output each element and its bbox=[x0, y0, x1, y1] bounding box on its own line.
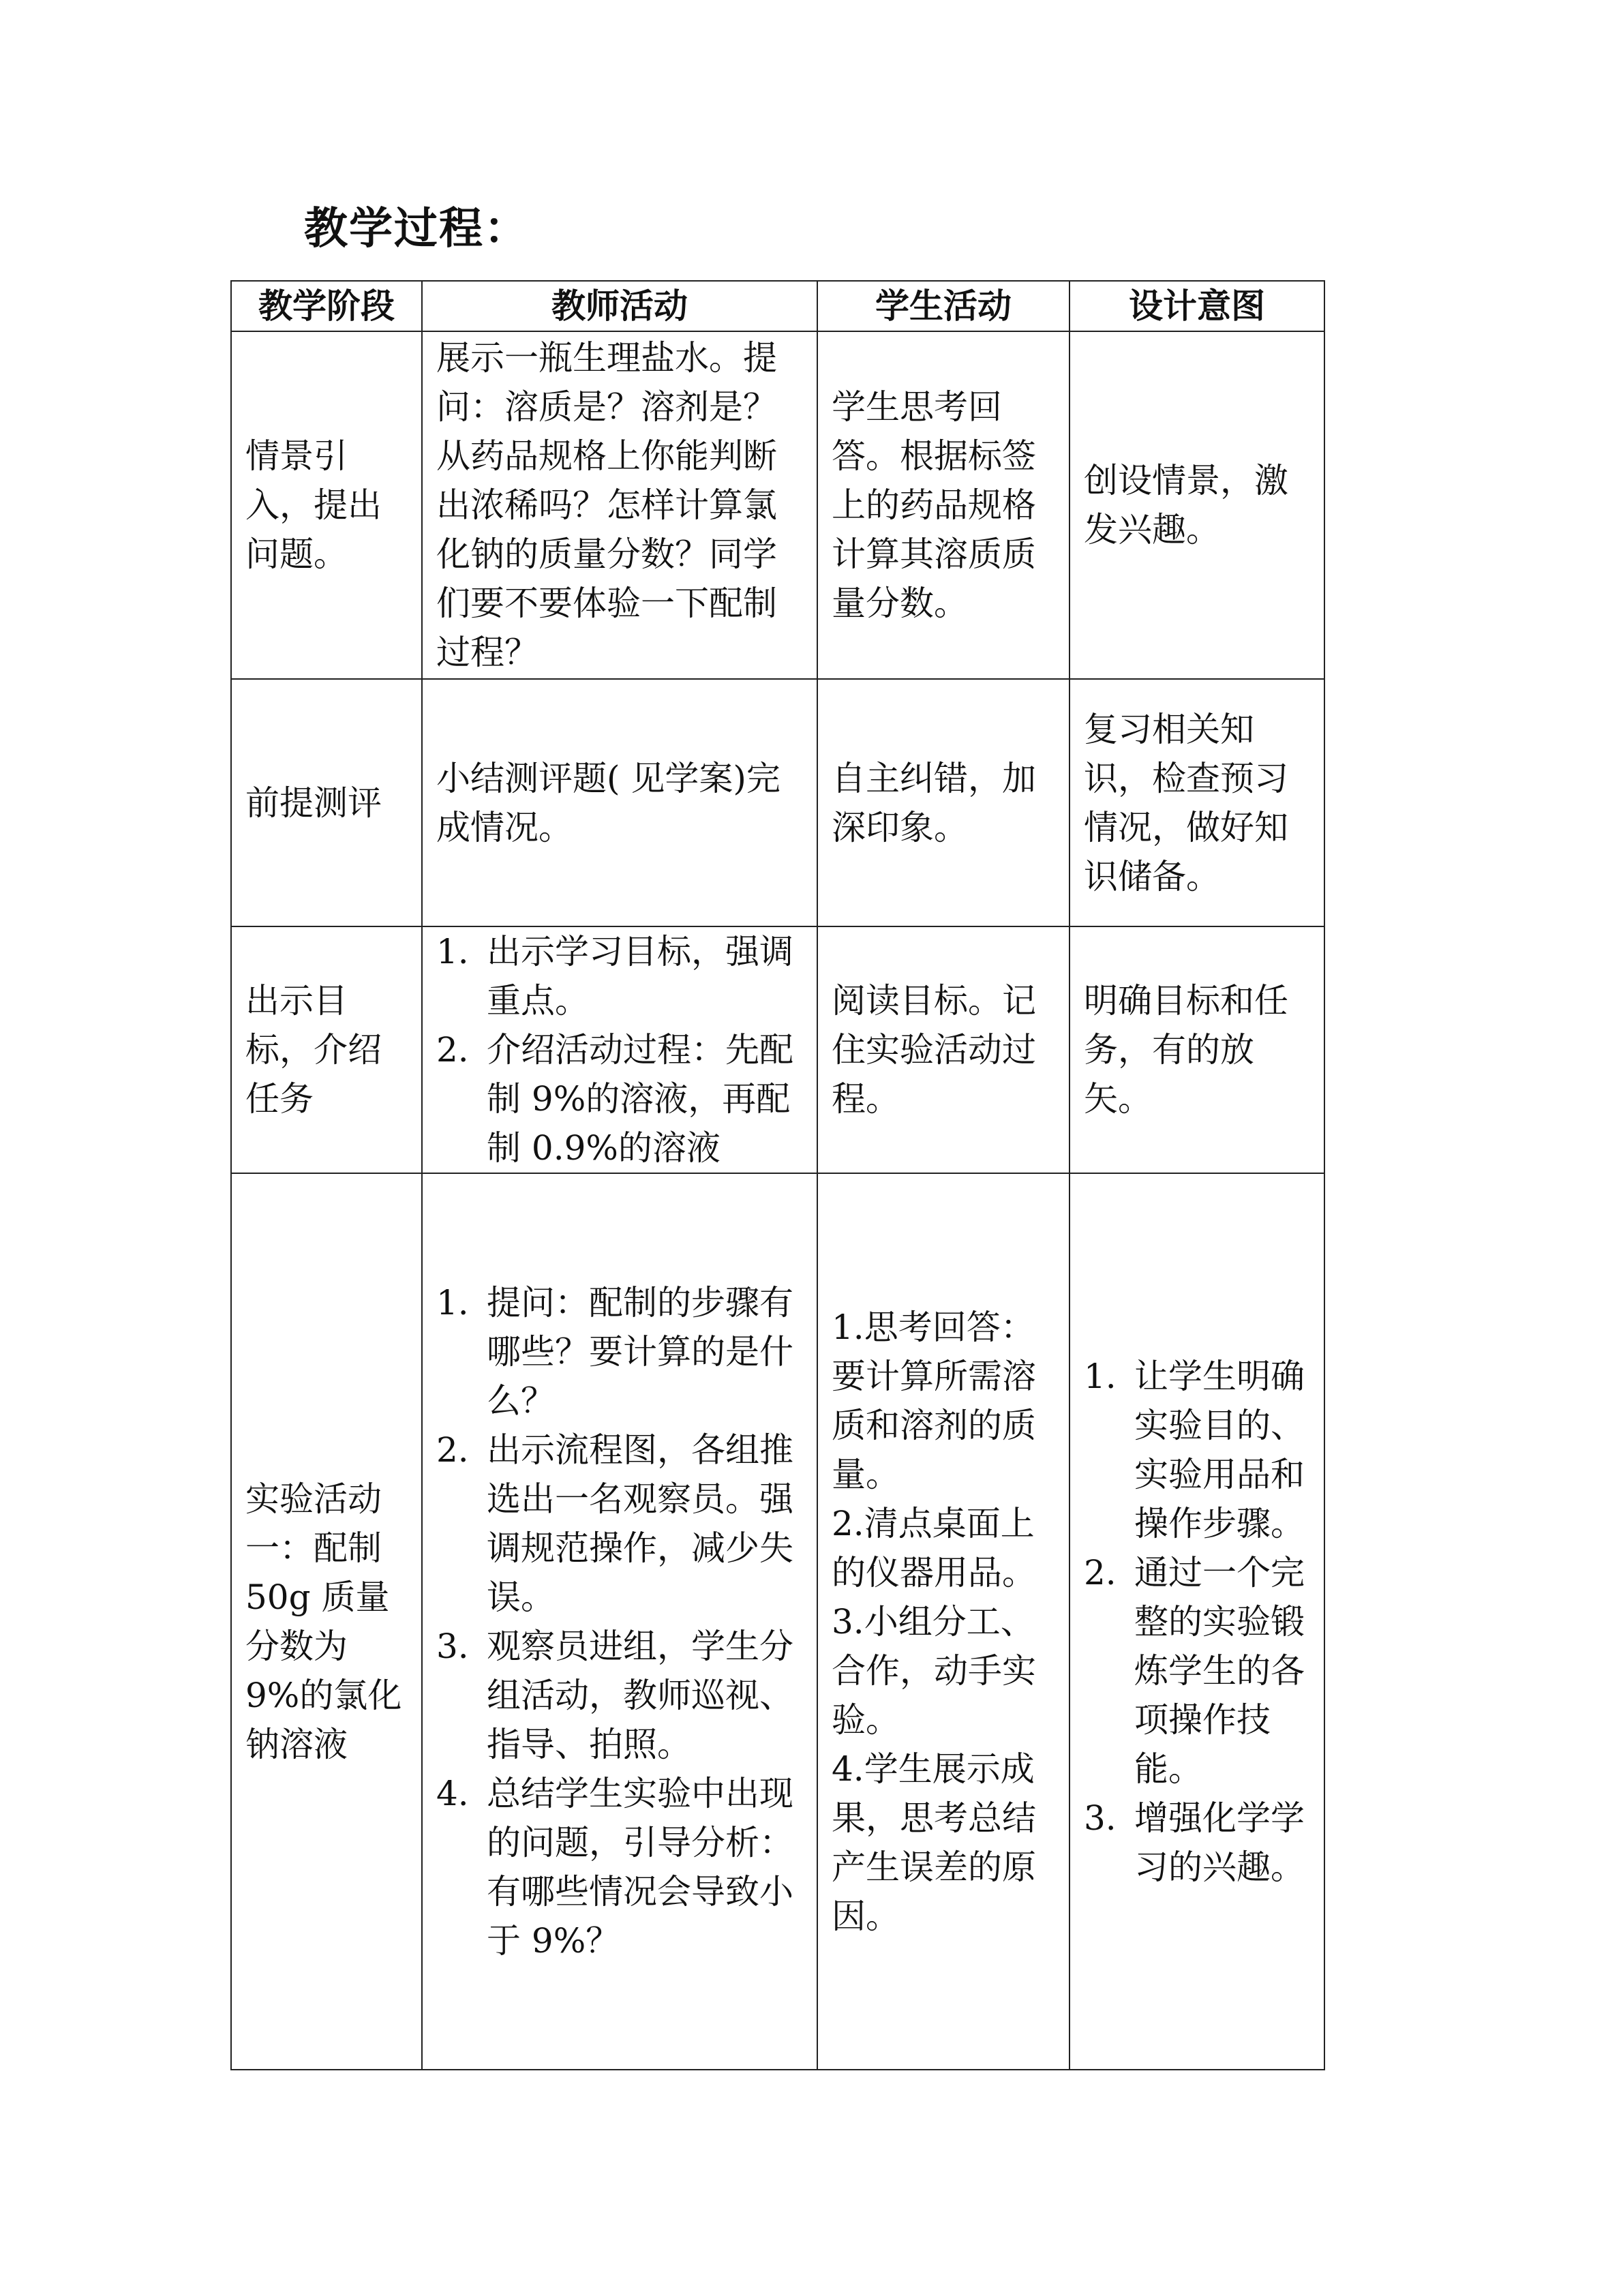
student-step: 2.清点桌面上的仪器用品。 bbox=[832, 1503, 1036, 1592]
table-header-row bbox=[231, 281, 1324, 331]
teacher-activity-list bbox=[436, 927, 803, 1173]
item-number: 4. bbox=[436, 1773, 469, 1813]
item-text: 增强化学学习的兴趣。 bbox=[1134, 1798, 1305, 1887]
table-row bbox=[231, 679, 1324, 926]
table-row bbox=[231, 1173, 1324, 2070]
stage-cell: 出示目标，介绍任务 bbox=[231, 926, 422, 1173]
list-item bbox=[436, 927, 803, 1025]
item-number: 1. bbox=[436, 932, 469, 971]
list-item bbox=[436, 1425, 803, 1622]
teacher-activity-cell: 小结测评题( 见学案)完成情况。 bbox=[422, 679, 817, 926]
design-intent-cell: 复习相关知识，检查预习情况，做好知识储备。 bbox=[1070, 679, 1324, 926]
item-text: 提问：配制的步骤有哪些？要计算的是什么？ bbox=[487, 1282, 793, 1421]
header-student-activity: 学生活动 bbox=[817, 281, 1070, 331]
item-text: 出示学习目标，强调重点。 bbox=[487, 932, 793, 1021]
lesson-plan-table bbox=[230, 280, 1325, 2070]
item-number: 1. bbox=[1084, 1356, 1117, 1396]
item-text: 出示流程图，各组推选出一名观察员。强调规范操作，减少失误。 bbox=[487, 1430, 793, 1617]
stage-cell: 情景引入，提出问题。 bbox=[231, 331, 422, 679]
design-intent-cell: 明确目标和任务，有的放矢。 bbox=[1070, 926, 1324, 1173]
list-item bbox=[436, 1769, 803, 1965]
student-step: 4.学生展示成果，思考总结产生误差的原因。 bbox=[832, 1749, 1036, 1936]
design-intent-cell bbox=[1070, 1173, 1324, 2070]
stage-cell: 前提测评 bbox=[231, 679, 422, 926]
item-text: 让学生明确实验目的、实验用品和操作步骤。 bbox=[1134, 1356, 1305, 1543]
list-item bbox=[1084, 1352, 1310, 1548]
item-number: 3. bbox=[436, 1626, 469, 1666]
list-item bbox=[436, 1278, 803, 1425]
teacher-activity-cell: 展示一瓶生理盐水。提问：溶质是？溶剂是？从药品规格上你能判断出浓稀吗？怎样计算氯化钠的质量分数？同学们要不要体验一下配制过程？ bbox=[422, 331, 817, 679]
header-teacher-activity: 教师活动 bbox=[422, 281, 817, 331]
item-text: 总结学生实验中出现的问题，引导分析：有哪些情况会导致小于 9%？ bbox=[487, 1773, 793, 1961]
student-activity-cell bbox=[817, 1173, 1070, 2070]
list-item bbox=[1084, 1548, 1310, 1794]
header-design-intent: 设计意图 bbox=[1070, 281, 1324, 331]
list-item bbox=[436, 1025, 803, 1173]
student-activity-cell: 自主纠错，加深印象。 bbox=[817, 679, 1070, 926]
item-number: 2. bbox=[1084, 1552, 1117, 1592]
student-activity-cell: 阅读目标。记住实验活动过程。 bbox=[817, 926, 1070, 1173]
item-text: 通过一个完整的实验锻炼学生的各项操作技能。 bbox=[1134, 1552, 1305, 1789]
student-step: 3.小组分工、合作，动手实验。 bbox=[832, 1601, 1036, 1740]
item-text: 介绍活动过程：先配制 9%的溶液，再配制 0.9%的溶液 bbox=[487, 1030, 793, 1168]
table-row bbox=[231, 926, 1324, 1173]
list-item bbox=[436, 1622, 803, 1769]
table-row bbox=[231, 331, 1324, 679]
item-text: 观察员进组，学生分组活动，教师巡视、指导、拍照。 bbox=[487, 1626, 793, 1764]
student-step: 1.思考回答：要计算所需溶质和溶剂的质量。 bbox=[832, 1307, 1036, 1494]
item-number: 2. bbox=[436, 1430, 469, 1470]
page-title: 教学过程： bbox=[304, 203, 529, 254]
design-intent-list bbox=[1084, 1352, 1310, 1892]
teacher-activity-list bbox=[436, 1278, 803, 1965]
design-intent-cell: 创设情景，激发兴趣。 bbox=[1070, 331, 1324, 679]
item-number: 2. bbox=[436, 1030, 469, 1070]
stage-cell: 实验活动一：配制 50g 质量分数为 9%的氯化钠溶液 bbox=[231, 1173, 422, 2070]
item-number: 1. bbox=[436, 1282, 469, 1323]
item-number: 3. bbox=[1084, 1798, 1117, 1838]
header-stage: 教学阶段 bbox=[231, 281, 422, 331]
student-activity-cell: 学生思考回答。根据标签上的药品规格计算其溶质质量分数。 bbox=[817, 331, 1070, 679]
list-item bbox=[1084, 1794, 1310, 1892]
teacher-activity-cell bbox=[422, 926, 817, 1173]
teacher-activity-cell bbox=[422, 1173, 817, 2070]
